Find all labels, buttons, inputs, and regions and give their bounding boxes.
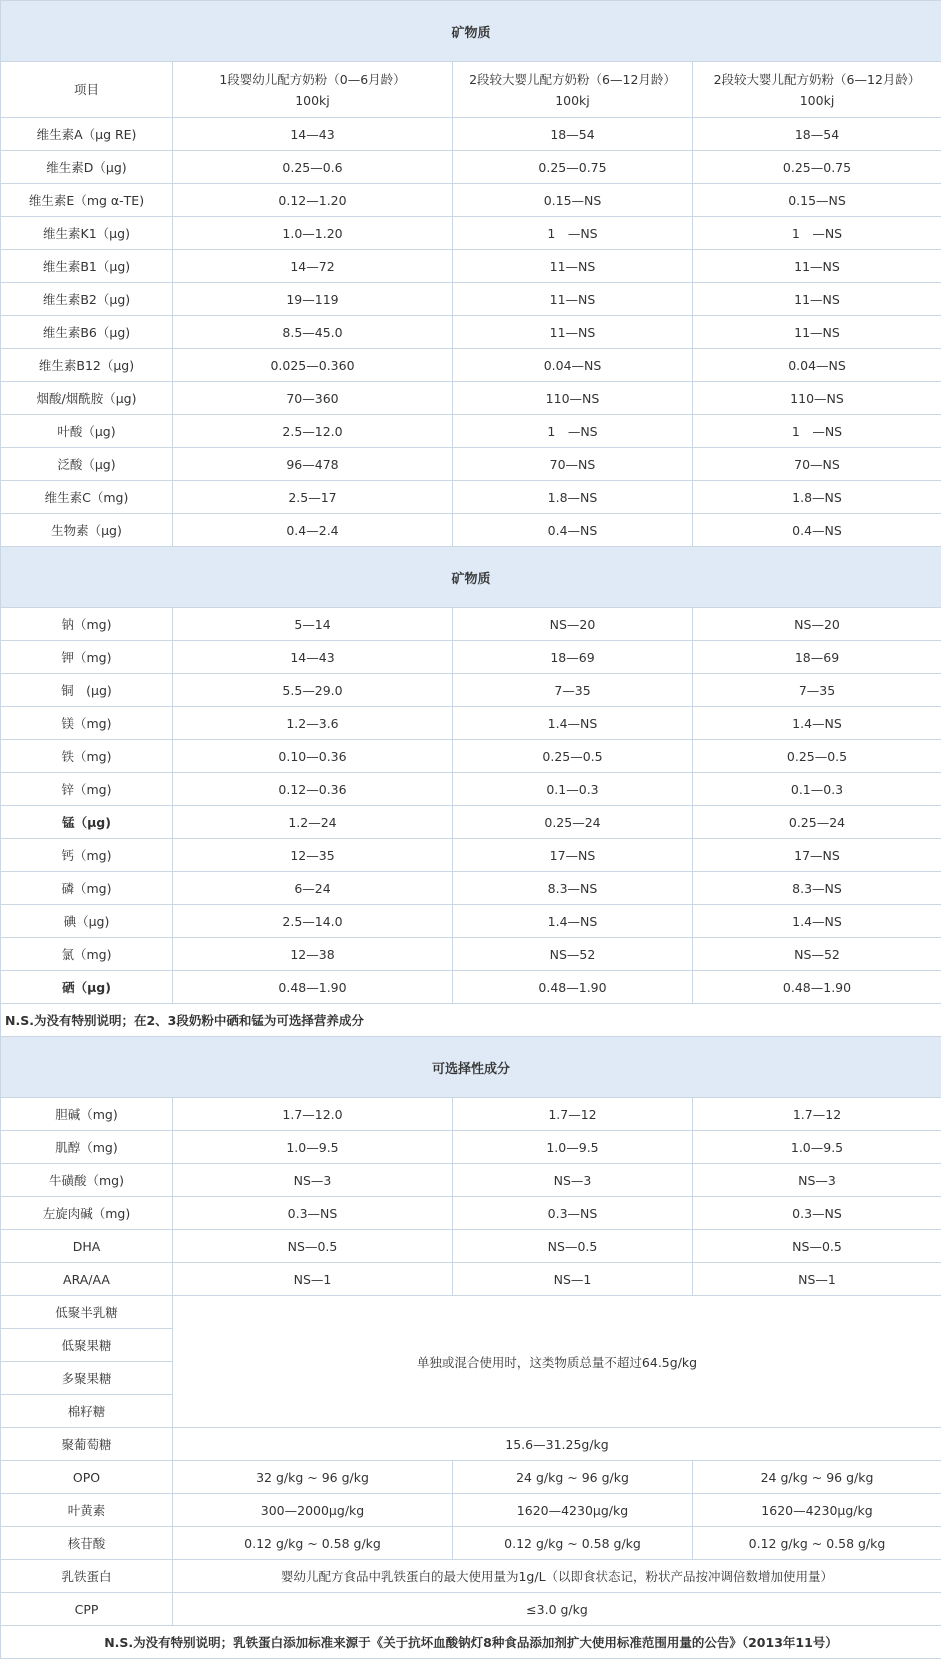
optional-row [1,1197,941,1230]
stage2-value: NS—0.5 [453,1230,693,1263]
stage1-value: 2.5—17 [173,481,453,514]
optional-row [1,1461,941,1494]
vitamin-row [1,448,941,481]
stage1-value: 0.48—1.90 [173,971,453,1004]
nutrient-name: 维生素C（mg) [1,481,173,514]
nutrient-name: 棉籽糖 [1,1395,173,1428]
stage1-value: NS—1 [173,1263,453,1296]
column-header-stage2 [453,62,693,118]
stage2-value: NS—20 [453,608,693,641]
stage2-value: NS—3 [453,1164,693,1197]
stage3-value: 1.4—NS [693,905,941,938]
stage3-value: 1 —NS [693,415,941,448]
stage2-value: 1.4—NS [453,905,693,938]
nutrient-name: 肌醇（mg) [1,1131,173,1164]
optional-row [1,1494,941,1527]
stage3-value: 110—NS [693,382,941,415]
vitamin-row [1,151,941,184]
nutrient-name: 锌（mg) [1,773,173,806]
nutrient-name: 钙（mg) [1,839,173,872]
nutrient-name: 叶酸（μg) [1,415,173,448]
stage2-value: 1.8—NS [453,481,693,514]
mineral-row [1,806,941,839]
vitamin-row [1,481,941,514]
nutrient-name: 牛磺酸（mg) [1,1164,173,1197]
vitamin-row [1,250,941,283]
nutrient-name: 维生素B2（μg) [1,283,173,316]
stage2-value: 1 —NS [453,415,693,448]
stage2-value: 17—NS [453,839,693,872]
stage1-label: 1段婴幼儿配方奶粉（0—6月龄） [219,71,406,87]
stage3-value: 0.04—NS [693,349,941,382]
stage2-value: 11—NS [453,250,693,283]
nutrition-table-body [1,1,941,1659]
stage2-value: NS—52 [453,938,693,971]
merged-value: 15.6—31.25g/kg [173,1428,941,1461]
stage3-value: NS—20 [693,608,941,641]
minerals-note [1,1004,941,1037]
stage1-value: 0.12—1.20 [173,184,453,217]
vitamin-row [1,382,941,415]
note-text: N.S.为没有特别说明；乳铁蛋白添加标准来源于《关于抗坏血酸钠灯8种食品添加剂扩大使用标准范围用量的公告》（2013年11号） [1,1626,941,1659]
nutrient-name: 维生素E（mg α-TE) [1,184,173,217]
stage3-value: 11—NS [693,250,941,283]
stage2-value: 18—69 [453,641,693,674]
nutrient-name: 磷（mg) [1,872,173,905]
stage3-value: 17—NS [693,839,941,872]
nutrient-name: 多聚果糖 [1,1362,173,1395]
stage3-value: 8.3—NS [693,872,941,905]
stage2-value: 1.4—NS [453,707,693,740]
nutrient-name: 铁（mg) [1,740,173,773]
nutrient-name: 聚葡萄糖 [1,1428,173,1461]
stage1-value: 0.12 g/kg ~ 0.58 g/kg [173,1527,453,1560]
stage2-value: 1620—4230μg/kg [453,1494,693,1527]
nutrient-name: ARA/AA [1,1263,173,1296]
stage2-value: 1 —NS [453,217,693,250]
vitamin-row [1,514,941,547]
stage1-value: 14—43 [173,118,453,151]
stage2-value: 0.25—0.5 [453,740,693,773]
nutrient-name: 维生素D（μg) [1,151,173,184]
stage2-value: 0.25—0.75 [453,151,693,184]
mineral-row [1,707,941,740]
stage2-label: 2段较大婴儿配方奶粉（6—12月龄） [469,71,676,87]
nutrient-name: 叶黄素 [1,1494,173,1527]
nutrient-name: 左旋肉碱（mg) [1,1197,173,1230]
mineral-row [1,839,941,872]
optional-row [1,1131,941,1164]
stage3-value: 0.12 g/kg ~ 0.58 g/kg [693,1527,941,1560]
stage1-value: 32 g/kg ~ 96 g/kg [173,1461,453,1494]
stage1-value: 300—2000μg/kg [173,1494,453,1527]
stage3-value: 70—NS [693,448,941,481]
stage3-value: 0.25—0.75 [693,151,941,184]
mineral-row [1,971,941,1004]
stage2-value: 24 g/kg ~ 96 g/kg [453,1461,693,1494]
section-title: 矿物质 [1,547,941,608]
stage3-label: 2段较大婴儿配方奶粉（6—12月龄） [713,71,921,87]
optional-row [1,1230,941,1263]
nutrient-name: 乳铁蛋白 [1,1560,173,1593]
stage1-unit: 100kj [295,92,330,108]
stage3-value: 0.15—NS [693,184,941,217]
stage3-value: 1620—4230μg/kg [693,1494,941,1527]
stage2-value: 0.25—24 [453,806,693,839]
optional-row [1,1164,941,1197]
stage2-value: 8.3—NS [453,872,693,905]
stage2-value: 0.3—NS [453,1197,693,1230]
stage2-value: 0.15—NS [453,184,693,217]
lactoferrin-row [1,1560,941,1593]
section-header-vitamins [1,1,941,62]
mineral-row [1,608,941,641]
mineral-row [1,872,941,905]
nutrient-name: 硒（μg) [1,971,173,1004]
nutrient-name: 胆碱（mg) [1,1098,173,1131]
stage3-value: 0.48—1.90 [693,971,941,1004]
vitamin-row [1,316,941,349]
stage2-value: 0.1—0.3 [453,773,693,806]
stage1-value: 0.025—0.360 [173,349,453,382]
nutrient-name: OPO [1,1461,173,1494]
stage1-value: 2.5—14.0 [173,905,453,938]
nutrient-name: 生物素（μg) [1,514,173,547]
stage1-value: 1.2—24 [173,806,453,839]
nutrient-name: 碘（μg) [1,905,173,938]
stage1-value: 2.5—12.0 [173,415,453,448]
stage1-value: 1.2—3.6 [173,707,453,740]
nutrient-name: 泛酸（μg) [1,448,173,481]
stage2-value: 0.4—NS [453,514,693,547]
column-header-item: 项目 [1,62,173,118]
stage3-value: 0.4—NS [693,514,941,547]
nutrient-name: 维生素B12（μg) [1,349,173,382]
mineral-row [1,938,941,971]
nutrient-name: 钠（mg) [1,608,173,641]
polydextrose-row [1,1428,941,1461]
vitamin-row [1,349,941,382]
vitamin-row [1,283,941,316]
stage3-value: 1 —NS [693,217,941,250]
stage1-value: 0.4—2.4 [173,514,453,547]
stage2-unit: 100kj [555,92,590,108]
merged-value: 婴幼儿配方食品中乳铁蛋白的最大使用量为1g/L（以即食状态记，粉状产品按冲调倍数增加使用量） [173,1560,941,1593]
stage1-value: 0.12—0.36 [173,773,453,806]
stage1-value: 19—119 [173,283,453,316]
stage1-value: 1.0—1.20 [173,217,453,250]
nutrient-name: 铜 (μg) [1,674,173,707]
stage2-value: 0.04—NS [453,349,693,382]
stage3-value: 1.8—NS [693,481,941,514]
stage3-value: 1.7—12 [693,1098,941,1131]
stage3-value: NS—3 [693,1164,941,1197]
section-title: 矿物质 [1,1,941,62]
stage3-value: 1.4—NS [693,707,941,740]
stage1-value: 12—35 [173,839,453,872]
stage2-value: NS—1 [453,1263,693,1296]
stage1-value: 70—360 [173,382,453,415]
section-header-optional [1,1037,941,1098]
stage1-value: 6—24 [173,872,453,905]
nutrient-name: CPP [1,1593,173,1626]
stage1-value: 96—478 [173,448,453,481]
mineral-row [1,773,941,806]
stage3-value: 0.1—0.3 [693,773,941,806]
nutrient-name: 维生素K1（μg) [1,217,173,250]
stage3-value: 0.25—0.5 [693,740,941,773]
nutrient-name: 氯（mg) [1,938,173,971]
stage2-value: 110—NS [453,382,693,415]
vitamin-row [1,184,941,217]
stage3-value: 11—NS [693,283,941,316]
stage1-value: 5—14 [173,608,453,641]
stage2-value: 1.0—9.5 [453,1131,693,1164]
merged-value: ≤3.0 g/kg [173,1593,941,1626]
final-note [1,1626,941,1659]
stage1-value: 1.7—12.0 [173,1098,453,1131]
stage3-value: 18—54 [693,118,941,151]
nutrient-name: 低聚果糖 [1,1329,173,1362]
stage1-value: 12—38 [173,938,453,971]
stage3-value: NS—0.5 [693,1230,941,1263]
stage1-value: NS—0.5 [173,1230,453,1263]
mineral-row [1,740,941,773]
stage3-value: 0.3—NS [693,1197,941,1230]
stage1-value: 1.0—9.5 [173,1131,453,1164]
stage2-value: 0.12 g/kg ~ 0.58 g/kg [453,1527,693,1560]
stage1-value: 0.25—0.6 [173,151,453,184]
nutrient-name: 锰（μg) [1,806,173,839]
nutrient-name: 钾（mg) [1,641,173,674]
stage2-value: 0.48—1.90 [453,971,693,1004]
nutrient-name: 核苷酸 [1,1527,173,1560]
stage3-value: 1.0—9.5 [693,1131,941,1164]
section-title: 可选择性成分 [1,1037,941,1098]
stage2-value: 7—35 [453,674,693,707]
stage1-value: 0.10—0.36 [173,740,453,773]
stage3-value: NS—1 [693,1263,941,1296]
stage2-value: 70—NS [453,448,693,481]
optional-row [1,1263,941,1296]
optional-row [1,1527,941,1560]
stage2-value: 11—NS [453,316,693,349]
stage1-value: 8.5—45.0 [173,316,453,349]
section-header-minerals [1,547,941,608]
column-header-row [1,62,941,118]
stage3-unit: 100kj [799,92,835,108]
column-header-stage1 [173,62,453,118]
stage3-value: 11—NS [693,316,941,349]
cpp-row [1,1593,941,1626]
vitamin-row [1,217,941,250]
vitamin-row [1,118,941,151]
merged-value: 单独或混合使用时，这类物质总量不超过64.5g/kg [173,1296,941,1428]
nutrient-name: 维生素B1（μg) [1,250,173,283]
column-header-stage3 [693,62,941,118]
stage3-value: 24 g/kg ~ 96 g/kg [693,1461,941,1494]
stage3-value: 0.25—24 [693,806,941,839]
stage2-value: 1.7—12 [453,1098,693,1131]
nutrient-name: DHA [1,1230,173,1263]
nutrient-name: 烟酸/烟酰胺（μg) [1,382,173,415]
stage3-value: 7—35 [693,674,941,707]
mineral-row [1,641,941,674]
stage3-value: NS—52 [693,938,941,971]
stage1-value: NS—3 [173,1164,453,1197]
nutrient-name: 低聚半乳糖 [1,1296,173,1329]
stage2-value: 11—NS [453,283,693,316]
stage1-value: 0.3—NS [173,1197,453,1230]
stage3-value: 18—69 [693,641,941,674]
mineral-row [1,905,941,938]
nutrient-name: 镁（mg) [1,707,173,740]
oligosaccharide-row [1,1296,941,1329]
note-text: N.S.为没有特别说明；在2、3段奶粉中硒和锰为可选择营养成分 [1,1004,941,1037]
stage1-value: 14—72 [173,250,453,283]
stage2-value: 18—54 [453,118,693,151]
optional-row [1,1098,941,1131]
mineral-row [1,674,941,707]
vitamin-row [1,415,941,448]
stage1-value: 5.5—29.0 [173,674,453,707]
nutrient-name: 维生素B6（μg) [1,316,173,349]
nutrient-name: 维生素A（μg RE) [1,118,173,151]
stage1-value: 14—43 [173,641,453,674]
